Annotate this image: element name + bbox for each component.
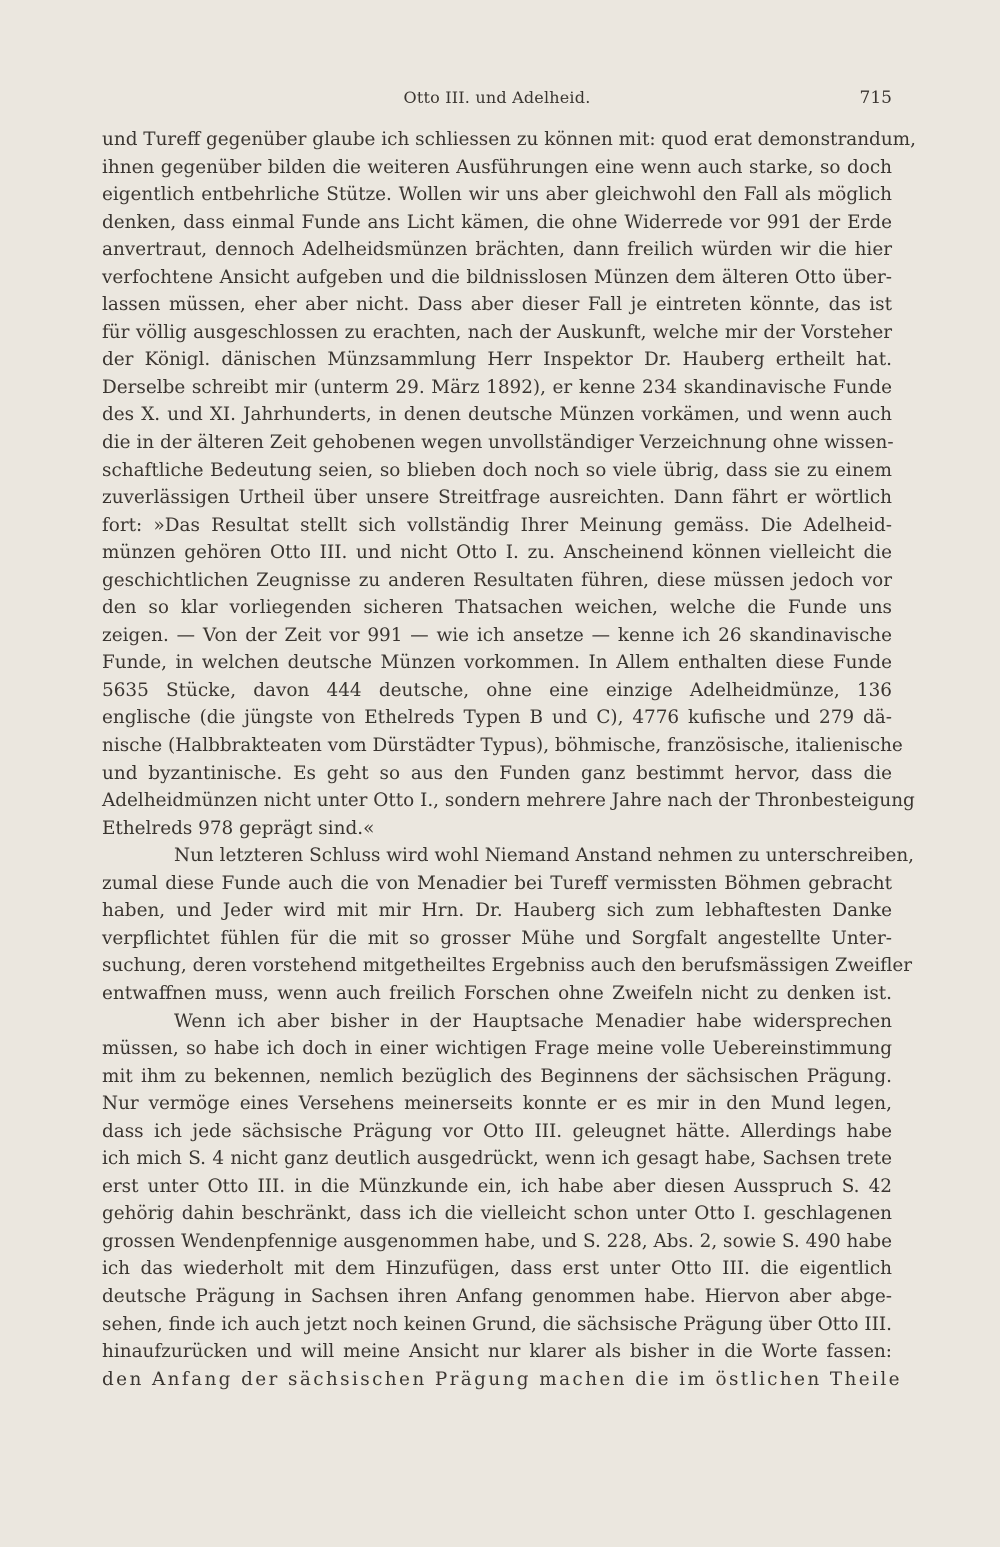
text-line: den Anfang der sächsischen Prägung machen die im östlichen Theile (102, 1368, 902, 1390)
text-line: nische (Halbbrakteaten vom Dürstädter Typus), böhmische, französische, italienische (102, 735, 903, 757)
text-line: Ethelreds 978 geprägt sind.« (102, 817, 375, 839)
text-line: erst unter Otto III. in die Münzkunde ein, ich habe aber diesen Ausspruch S. 42 (102, 1175, 892, 1197)
text-line: schaftliche Bedeutung seien, so blieben doch noch so viele übrig, dass sie zu einem (102, 459, 892, 481)
text-line: englische (die jüngste von Ethelreds Typen B und C), 4776 kufische und 279 dä- (102, 707, 892, 729)
text-line: sehen, finde ich auch jetzt noch keinen Grund, die sächsische Prägung über Otto III. (102, 1313, 892, 1335)
text-line: Funde, in welchen deutsche Münzen vorkommen. In Allem enthalten diese Funde (102, 652, 892, 674)
text-line: Adelheidmünzen nicht unter Otto I., sondern mehrere Jahre nach der Thronbesteigung (102, 790, 915, 812)
text-line: zeigen. — Von der Zeit vor 991 — wie ich ansetze — kenne ich 26 skandinavische (102, 624, 892, 646)
running-title: Otto III. und Adelheid. (403, 88, 591, 107)
running-head (102, 88, 892, 112)
text-line: zuverlässigen Urtheil über unsere Streitfrage ausreichten. Dann fährt er wörtlich (102, 487, 892, 509)
text-line: die in der älteren Zeit gehobenen wegen unvollständiger Verzeichnung ohne wissen- (102, 432, 894, 454)
text-line: ich das wiederholt mit dem Hinzufügen, dass erst unter Otto III. die eigentlich (102, 1258, 892, 1280)
text-line: des X. und XI. Jahrhunderts, in denen deutsche Münzen vorkämen, und wenn auch (102, 404, 892, 426)
text-line: ich mich S. 4 nicht ganz deutlich ausgedrückt, wenn ich gesagt habe, Sachsen trete (102, 1148, 892, 1170)
text-line: grossen Wendenpfennige ausgenommen habe, und S. 228, Abs. 2, sowie S. 490 habe (102, 1230, 892, 1252)
text-line: anvertraut, dennoch Adelheidsmünzen brächten, dann freilich würden wir die hier (102, 239, 892, 261)
text-line: für völlig ausgeschlossen zu erachten, nach der Auskunft, welche mir der Vorsteher (102, 321, 892, 343)
text-line: müssen, so habe ich doch in einer wichtigen Frage meine volle Uebereinstimmung (102, 1038, 892, 1060)
text-line: fort: »Das Resultat stellt sich vollständig Ihrer Meinung gemäss. Die Adelheid- (102, 514, 892, 536)
text-line: Nun letzteren Schluss wird wohl Niemand Anstand nehmen zu unterschreiben, (174, 845, 915, 867)
text-line: denken, dass einmal Funde ans Licht kämen, die ohne Widerrede vor 991 der Erde (102, 211, 892, 233)
text-line: entwaffnen muss, wenn auch freilich Forschen ohne Zweifeln nicht zu denken ist. (102, 982, 892, 1004)
text-line: münzen gehören Otto III. und nicht Otto I. zu. Anscheinend können vielleicht die (102, 542, 892, 564)
text-line: haben, und Jeder wird mit mir Hrn. Dr. Hauberg sich zum lebhaftesten Danke (102, 900, 892, 922)
text-line: gehörig dahin beschränkt, dass ich die vielleicht schon unter Otto I. geschlagenen (102, 1203, 892, 1225)
text-line: zumal diese Funde auch die von Menadier bei Tureff vermissten Böhmen gebracht (102, 872, 892, 894)
text-line: eigentlich entbehrliche Stütze. Wollen wir uns aber gleichwohl den Fall als möglich (102, 184, 892, 206)
text-line: hinaufzurücken und will meine Ansicht nur klarer als bisher in die Worte fassen: (102, 1341, 892, 1363)
text-line: den so klar vorliegenden sicheren Thatsachen weichen, welche die Funde uns (102, 597, 892, 619)
body-text (102, 126, 916, 1393)
text-line: und Tureff gegenüber glaube ich schliessen zu können mit: quod erat demonstrandum, (102, 129, 916, 150)
text-line: und byzantinische. Es geht so aus den Funden ganz bestimmt hervor, dass die (102, 762, 892, 784)
text-line: Nur vermöge eines Versehens meinerseits konnte er es mir in den Mund legen, (102, 1093, 892, 1115)
text-line: mit ihm zu bekennen, nemlich bezüglich des Beginnens der sächsischen Prägung. (102, 1065, 892, 1087)
text-line: ihnen gegenüber bilden die weiteren Ausführungen eine wenn auch starke, so doch (102, 156, 892, 178)
text-line: geschichtlichen Zeugnisse zu anderen Resultaten führen, diese müssen jedoch vor (102, 569, 892, 591)
text-line: Wenn ich aber bisher in der Hauptsache Menadier habe widersprechen (174, 1010, 892, 1032)
text-line: lassen müssen, eher aber nicht. Dass aber dieser Fall je eintreten könnte, das ist (102, 294, 892, 316)
text-line: der Königl. dänischen Münzsammlung Herr Inspektor Dr. Hauberg ertheilt hat. (102, 349, 892, 371)
text-line: verpflichtet fühlen für die mit so grosser Mühe und Sorgfalt angestellte Unter- (102, 927, 892, 949)
text-line: suchung, deren vorstehend mitgetheiltes Ergebniss auch den berufsmässigen Zweifler (102, 955, 913, 977)
text-line: Derselbe schreibt mir (unterm 29. März 1892), er kenne 234 skandinavische Funde (102, 376, 892, 398)
text-line: deutsche Prägung in Sachsen ihren Anfang genommen habe. Hiervon aber abge- (102, 1285, 892, 1307)
text-line: dass ich jede sächsische Prägung vor Otto III. geleugnet hätte. Allerdings habe (102, 1120, 892, 1142)
page-number: 715 (859, 88, 892, 108)
text-line: 5635 Stücke, davon 444 deutsche, ohne eine einzige Adelheidmünze, 136 (102, 679, 892, 701)
text-line: verfochtene Ansicht aufgeben und die bildnisslosen Münzen dem älteren Otto über- (102, 266, 892, 288)
